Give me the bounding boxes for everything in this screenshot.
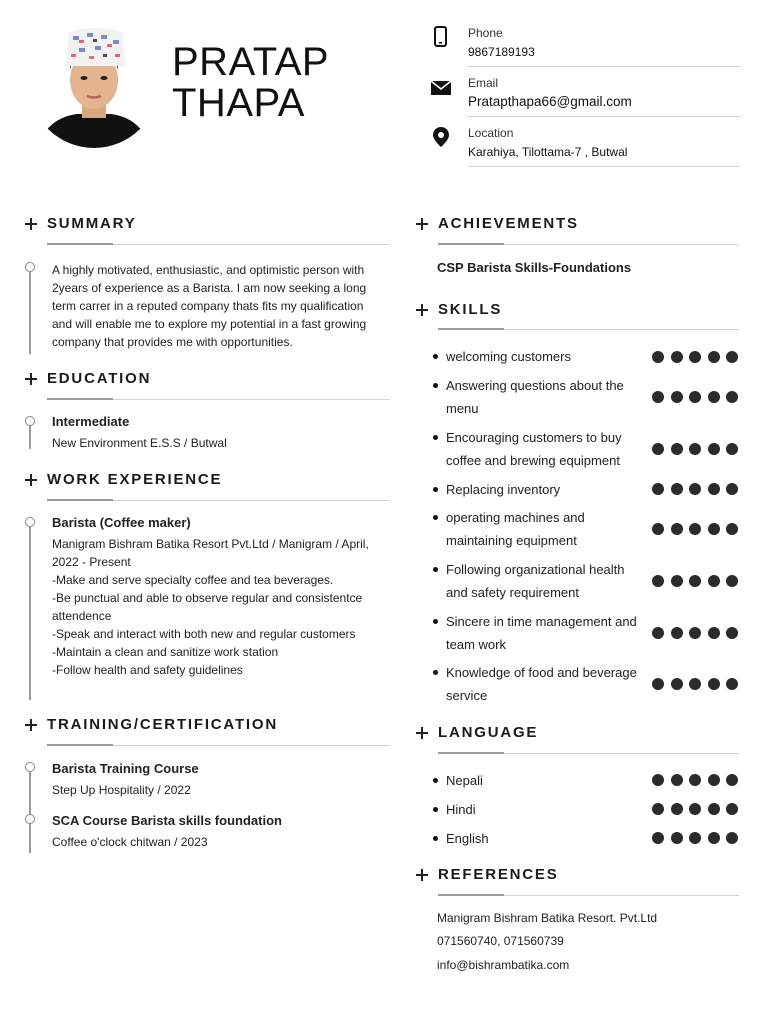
- reference-phone: 071560740, 071560739: [437, 934, 564, 948]
- rating-dot: [726, 627, 738, 639]
- skill-label: [446, 558, 646, 604]
- summary-line: term carrer in a reputed company thats fits my qualification: [52, 299, 364, 313]
- full-name: [172, 42, 329, 124]
- contact-phone: [430, 20, 740, 68]
- skill-label-line: menu: [446, 401, 479, 416]
- language-name: English: [446, 831, 489, 846]
- rating-dot: [726, 443, 738, 455]
- rating-dot: [689, 678, 701, 690]
- training-timeline-dot: [25, 762, 35, 772]
- skill-bullet: [433, 670, 438, 675]
- language-rating: [652, 803, 742, 815]
- achievements-heading: ACHIEVEMENTS: [438, 215, 579, 232]
- rating-dot: [708, 832, 720, 844]
- language-rating: [652, 774, 742, 786]
- summary-line: company that provides me with opportunities.: [52, 335, 293, 349]
- education-timeline-dot: [25, 416, 35, 426]
- email-divider: [468, 116, 740, 117]
- rating-dot: [689, 483, 701, 495]
- language-name: Hindi: [446, 802, 476, 817]
- skill-label: [446, 345, 646, 368]
- summary-line: and will enable me to explore my potential in a fast growing: [52, 317, 367, 331]
- education-heading: EDUCATION: [47, 370, 152, 387]
- work-details: [52, 535, 388, 679]
- education-plus-icon: [25, 373, 37, 385]
- rating-dot: [708, 351, 720, 363]
- skill-label-line: coffee and brewing equipment: [446, 453, 620, 468]
- work-timeline-dot: [25, 517, 35, 527]
- skill-rating: [652, 391, 742, 403]
- skill-bullet: [433, 354, 438, 359]
- summary-rule: [47, 244, 390, 245]
- work-heading: WORK EXPERIENCE: [47, 471, 223, 488]
- skill-rating: [652, 523, 742, 535]
- rating-dot: [652, 774, 664, 786]
- work-line: 2022 - Present: [52, 555, 131, 569]
- skill-rating: [652, 575, 742, 587]
- section-rule-accent: [438, 243, 504, 245]
- work-line: Manigram Bishram Batika Resort Pvt.Ltd / Manigram / April,: [52, 537, 369, 551]
- rating-dot: [689, 627, 701, 639]
- language-bullet: [433, 807, 438, 812]
- rating-dot: [671, 391, 683, 403]
- rating-dot: [671, 627, 683, 639]
- rating-dot: [689, 391, 701, 403]
- phone-icon: [430, 26, 452, 48]
- rating-dot: [726, 523, 738, 535]
- education-degree: Intermediate: [52, 414, 130, 429]
- rating-dot: [671, 351, 683, 363]
- rating-dot: [726, 774, 738, 786]
- rating-dot: [652, 627, 664, 639]
- training-item-name: SCA Course Barista skills foundation: [52, 813, 282, 828]
- language-name: Nepali: [446, 773, 483, 788]
- references-plus-icon: [416, 869, 428, 881]
- skill-rating: [652, 483, 742, 495]
- section-rule-accent: [47, 398, 113, 400]
- section-rule-accent: [47, 243, 113, 245]
- rating-dot: [671, 443, 683, 455]
- language-rule: [438, 753, 739, 754]
- rating-dot: [671, 774, 683, 786]
- skills-heading: SKILLS: [438, 301, 503, 318]
- skill-label: [446, 610, 646, 656]
- skill-rating: [652, 627, 742, 639]
- work-line: attendence: [52, 609, 112, 623]
- summary-timeline: [29, 272, 31, 354]
- section-rule-accent: [438, 894, 504, 896]
- rating-dot: [652, 678, 664, 690]
- skill-bullet: [433, 435, 438, 440]
- rating-dot: [726, 575, 738, 587]
- rating-dot: [689, 443, 701, 455]
- skill-bullet: [433, 619, 438, 624]
- work-line: -Speak and interact with both new and regular customers: [52, 627, 356, 641]
- achievements-rule: [438, 244, 739, 245]
- skill-label-line: Encouraging customers to buy: [446, 430, 622, 445]
- language-bullet: [433, 778, 438, 783]
- rating-dot: [726, 803, 738, 815]
- skill-label-line: Following organizational health: [446, 562, 625, 577]
- training-timeline: [29, 770, 31, 853]
- phone-value: 9867189193: [468, 45, 535, 59]
- rating-dot: [671, 523, 683, 535]
- skill-label-line: Answering questions about the: [446, 378, 624, 393]
- skill-label-line: Sincere in time management and: [446, 614, 637, 629]
- skill-rating: [652, 443, 742, 455]
- language-rating: [652, 832, 742, 844]
- skill-label-line: operating machines and: [446, 510, 585, 525]
- work-line: -Follow health and safety guidelines: [52, 663, 243, 677]
- references-heading: REFERENCES: [438, 866, 559, 883]
- phone-divider: [468, 66, 740, 67]
- rating-dot: [726, 832, 738, 844]
- summary-heading: SUMMARY: [47, 215, 137, 232]
- work-timeline: [29, 526, 31, 700]
- rating-dot: [671, 483, 683, 495]
- summary-line: 2years of experience as a Barista. I am now seeking a long: [52, 281, 367, 295]
- section-rule-accent: [47, 499, 113, 501]
- skill-bullet: [433, 567, 438, 572]
- rating-dot: [689, 351, 701, 363]
- rating-dot: [708, 774, 720, 786]
- skill-label-line: welcoming customers: [446, 349, 571, 364]
- contact-email: [430, 70, 740, 118]
- summary-line: A highly motivated, enthusiastic, and optimistic person with: [52, 263, 365, 277]
- rating-dot: [708, 575, 720, 587]
- rating-dot: [652, 575, 664, 587]
- rating-dot: [708, 627, 720, 639]
- summary-text: [52, 261, 382, 351]
- rating-dot: [671, 832, 683, 844]
- reference-company: Manigram Bishram Batika Resort. Pvt.Ltd: [437, 911, 658, 925]
- skill-label-line: Knowledge of food and beverage: [446, 665, 637, 680]
- reference-email[interactable]: info@bishrambatika.com: [437, 958, 570, 972]
- rating-dot: [708, 391, 720, 403]
- education-rule: [47, 399, 390, 400]
- skill-bullet: [433, 487, 438, 492]
- location-value: Karahiya, Tilottama-7 , Butwal: [468, 145, 628, 159]
- section-rule-accent: [47, 744, 113, 746]
- rating-dot: [726, 483, 738, 495]
- skill-bullet: [433, 515, 438, 520]
- rating-dot: [689, 832, 701, 844]
- skill-label: [446, 426, 646, 472]
- language-plus-icon: [416, 727, 428, 739]
- rating-dot: [726, 678, 738, 690]
- skill-label-line: maintaining equipment: [446, 533, 577, 548]
- last-name: THAPA: [172, 81, 305, 125]
- summary-timeline-dot: [25, 262, 35, 272]
- rating-dot: [652, 803, 664, 815]
- skill-label-line: Replacing inventory: [446, 482, 561, 497]
- work-role: Barista (Coffee maker): [52, 515, 191, 530]
- rating-dot: [689, 523, 701, 535]
- rating-dot: [671, 803, 683, 815]
- skill-rating: [652, 678, 742, 690]
- rating-dot: [708, 678, 720, 690]
- language-heading: LANGUAGE: [438, 724, 539, 741]
- first-name: PRATAP: [172, 40, 330, 84]
- rating-dot: [652, 523, 664, 535]
- rating-dot: [689, 774, 701, 786]
- work-rule: [47, 500, 390, 501]
- achievements-plus-icon: [416, 218, 428, 230]
- section-rule-accent: [438, 752, 504, 754]
- rating-dot: [726, 391, 738, 403]
- rating-dot: [671, 678, 683, 690]
- training-timeline-dot: [25, 814, 35, 824]
- training-item-detail: Coffee o'clock chitwan / 2023: [52, 835, 208, 849]
- work-line: -Be punctual and able to observe regular and consistentce: [52, 591, 363, 605]
- rating-dot: [671, 575, 683, 587]
- training-heading: TRAINING/CERTIFICATION: [47, 716, 278, 733]
- envelope-icon: [430, 77, 452, 99]
- education-timeline: [29, 425, 31, 449]
- skill-label: [446, 478, 646, 501]
- skills-plus-icon: [416, 304, 428, 316]
- skill-label: [446, 506, 646, 552]
- skill-label: [446, 661, 646, 707]
- rating-dot: [708, 483, 720, 495]
- contact-location: [430, 120, 740, 168]
- language-bullet: [433, 836, 438, 841]
- rating-dot: [689, 575, 701, 587]
- location-pin-icon: [430, 126, 452, 148]
- rating-dot: [652, 443, 664, 455]
- skill-label-line: and safety requirement: [446, 585, 579, 600]
- profile-photo: [29, 18, 159, 148]
- skill-label-line: team work: [446, 637, 506, 652]
- rating-dot: [652, 391, 664, 403]
- section-rule-accent: [438, 328, 504, 330]
- rating-dot: [652, 483, 664, 495]
- skills-rule: [438, 329, 739, 330]
- achievement-item: CSP Barista Skills-Foundations: [437, 260, 632, 275]
- education-school: New Environment E.S.S / Butwal: [52, 436, 227, 450]
- rating-dot: [726, 351, 738, 363]
- skill-label: [446, 374, 646, 420]
- references-rule: [438, 895, 739, 896]
- location-label: Location: [468, 126, 514, 140]
- work-line: -Maintain a clean and sanitize work station: [52, 645, 279, 659]
- rating-dot: [708, 523, 720, 535]
- rating-dot: [652, 351, 664, 363]
- training-item-name: Barista Training Course: [52, 761, 199, 776]
- training-rule: [47, 745, 390, 746]
- email-label: Email: [468, 76, 499, 90]
- work-line: -Make and serve specialty coffee and tea beverages.: [52, 573, 334, 587]
- phone-label: Phone: [468, 26, 503, 40]
- skill-rating: [652, 351, 742, 363]
- skill-label-line: service: [446, 688, 488, 703]
- rating-dot: [708, 803, 720, 815]
- work-plus-icon: [25, 474, 37, 486]
- skill-bullet: [433, 383, 438, 388]
- rating-dot: [708, 443, 720, 455]
- profile-photo-illustration: [29, 18, 159, 148]
- rating-dot: [652, 832, 664, 844]
- training-item-detail: Step Up Hospitality / 2022: [52, 783, 191, 797]
- summary-plus-icon: [25, 218, 37, 230]
- email-value[interactable]: Pratapthapa66@gmail.com: [468, 94, 632, 109]
- location-divider: [468, 166, 740, 167]
- training-plus-icon: [25, 719, 37, 731]
- rating-dot: [689, 803, 701, 815]
